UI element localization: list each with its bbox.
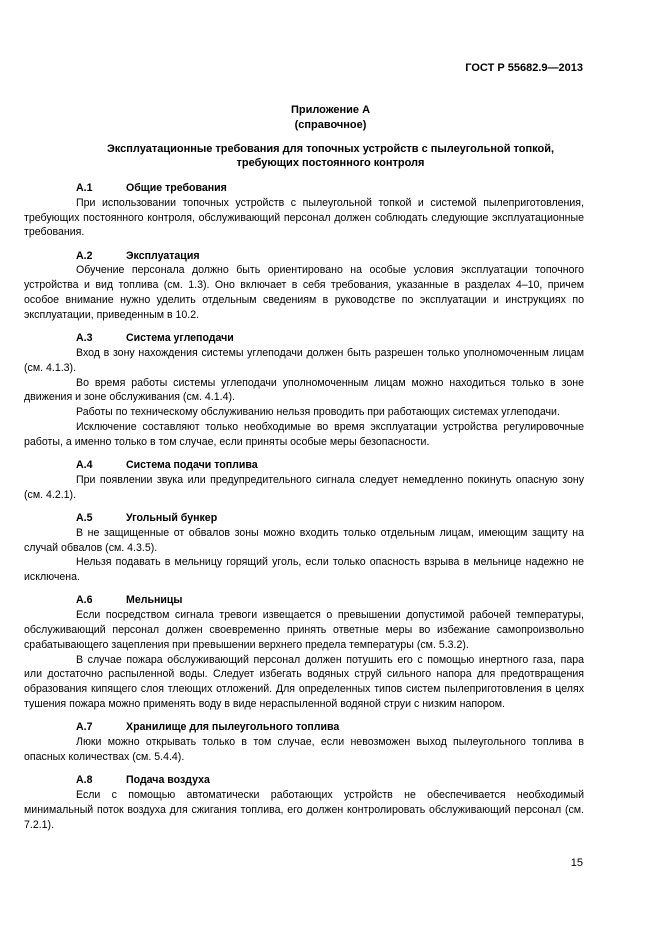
annex-label: Приложение А <box>290 104 371 116</box>
section <box>24 249 584 323</box>
annex-title-line-2: требующих постоянного контроля <box>236 157 425 169</box>
paragraph: Обучение персонала должно быть ориентировано на особые условия эксплуатации топочного устройства и вид топлива (см. 1.3). Оно включает в себя требования, указанные в разделах 4–10, причем особое внимание нужно уделить отдельным сведениям в руководстве по эксплуатации и инструкциях по эксплуатации, приведенным в 10.2. <box>24 264 584 321</box>
annex-type: (справочное) <box>294 119 367 131</box>
section-number: А.3 <box>76 332 93 345</box>
section <box>24 331 584 449</box>
section-heading <box>24 458 584 473</box>
paragraph: В случае пожара обслуживающий персонал должен потушить его с помощью инертного газа, пара или достаточно распыленной воды. Следует избегать водяных струй сильного напора для предотвращения образования кипящего слоя тлеющих отложений. Для определенных типов систем пылеприготовления в целях тушения пожара можно применять воду в виде нераспыленной водяной струи с низким напором. <box>24 653 584 710</box>
section <box>24 511 584 585</box>
section-heading <box>24 511 584 526</box>
section-number: А.2 <box>76 249 93 262</box>
section-title: Эксплуатация <box>126 249 200 262</box>
section <box>24 458 584 502</box>
section-heading <box>24 249 584 264</box>
section-title: Общие требования <box>126 182 227 194</box>
paragraph: Если с помощью автоматически работающих устройств не обеспечивается необходимый минимальный поток воздуха для сжигания топлива, его должен контролировать обслуживающий персонал (см. 7.2.1). <box>24 788 584 831</box>
section-title: Хранилище для пылеугольного топлива <box>126 721 340 734</box>
section-number: А.7 <box>76 721 93 734</box>
section-title: Подача воздуха <box>126 774 210 787</box>
section-title: Мельницы <box>126 594 183 607</box>
paragraph: Исключение составляют только необходимые во время эксплуатации устройства регулировочные работы, а именно только в том случае, если приняты особые меры безопасности. <box>24 420 584 448</box>
section-heading <box>24 593 584 608</box>
paragraph: Работы по техническому обслуживанию нельзя проводить при работающих системах углеподачи. <box>76 406 560 419</box>
section-heading <box>24 331 584 346</box>
section-heading <box>24 720 584 735</box>
paragraph: При использовании топочных устройств с пылеугольной топкой и системой пылеприготовления, требующих постоянного контроля, обслуживающий персонал должен соблюдать следующие эксплуатационные требования. <box>24 196 584 239</box>
section <box>24 593 584 711</box>
paragraph: В не защищенные от обвалов зоны можно входить только отдельным лицам, имеющим защиту на случай обвалов (см. 4.3.5). <box>24 526 584 554</box>
paragraph: Люки можно открывать только в том случае, если невозможен выход пылеугольного топлива в опасных количествах (см. 5.4.4). <box>24 736 584 763</box>
document-code: ГОСТ Р 55682.9—2013 <box>465 62 583 74</box>
section-title: Система углеподачи <box>126 332 234 345</box>
section <box>24 181 584 240</box>
section-number: А.5 <box>76 511 93 524</box>
paragraph: Во время работы системы углеподачи уполномоченным лицам можно находиться только в зоне движения и зоне обслуживания (см. 4.1.4). <box>24 376 584 404</box>
annex-body <box>24 181 584 841</box>
annex-heading <box>0 103 661 133</box>
section-number: А.4 <box>76 459 93 472</box>
section <box>24 720 584 764</box>
section-number: А.8 <box>76 774 93 787</box>
paragraph: Вход в зону нахождения системы углеподачи должен быть разрешен только уполномоченным лицам (см. 4.1.3). <box>24 346 584 374</box>
paragraph: Нельзя подавать в мельницу горящий уголь, если только опасность взрыва в мельнице надежно не исключена. <box>24 556 584 584</box>
section-number: А.1 <box>76 182 93 194</box>
section-heading <box>24 181 584 196</box>
section <box>24 773 584 832</box>
section-title: Система подачи топлива <box>126 459 258 472</box>
paragraph: Если посредством сигнала тревоги извещается о превышении допустимой рабочей температуры, обслуживающий персонал должен своевременно принять ответные меры во избежание самопроизвольно срабатывающего зацепления при превышении верхнего предела температуры (см. 5.3.2). <box>24 609 584 651</box>
annex-title-line-1: Эксплуатационные требования для топочных устройств с пылеугольной топкой, <box>106 143 555 155</box>
annex-title <box>0 142 661 170</box>
section-heading <box>24 773 584 788</box>
section-title: Угольный бункер <box>126 511 218 524</box>
paragraph: При появлении звука или предупредительного сигнала следует немедленно покинуть опасную зону (см. 4.2.1). <box>24 473 584 501</box>
page-number: 15 <box>570 857 583 869</box>
section-number: А.6 <box>76 594 93 607</box>
